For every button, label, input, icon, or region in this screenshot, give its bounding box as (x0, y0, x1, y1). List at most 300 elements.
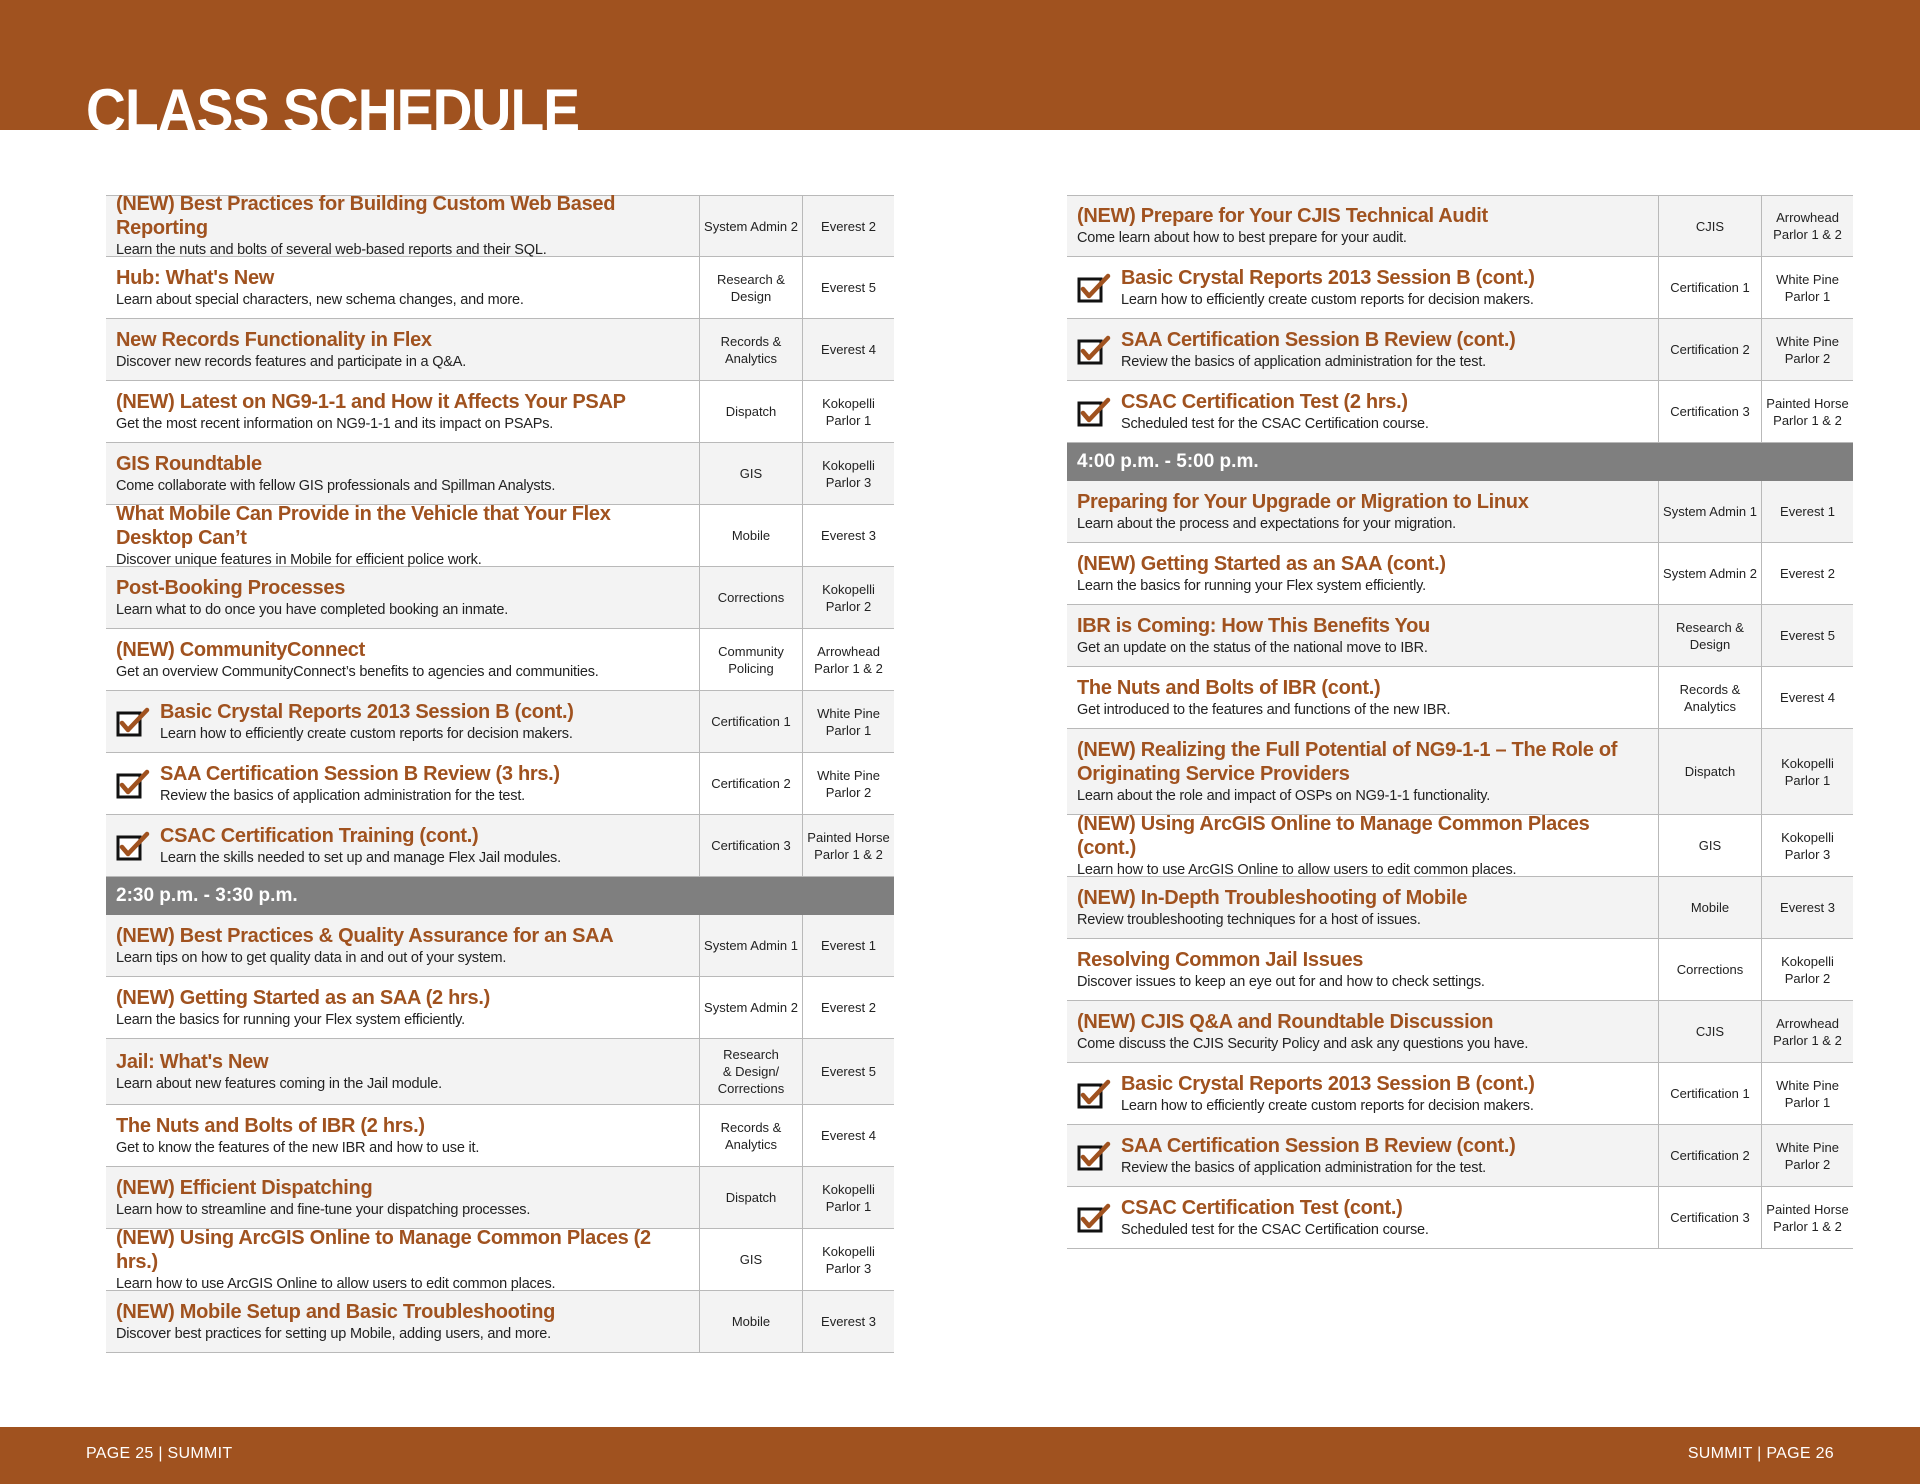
session-title-text: SAA Certification Session B Review (cont.) (1121, 328, 1516, 351)
session-track: Corrections (1658, 939, 1761, 1000)
session-room: Kokopelli Parlor 1 (802, 381, 894, 442)
session-track: System Admin 1 (699, 915, 802, 976)
session-description: Learn how to use ArcGIS Online to allow users to edit common places. (1077, 861, 1517, 878)
session-track: System Admin 2 (1658, 543, 1761, 604)
session-room: Everest 2 (1761, 543, 1853, 604)
session-title-text: CSAC Certification Test (2 hrs.) (1121, 390, 1408, 413)
session-title-text: Using ArcGIS Online to Manage Common Places (2 hrs.) (116, 1226, 651, 1273)
session-description: Learn the basics for running your Flex system efficiently. (116, 1011, 465, 1028)
session-description: Come discuss the CJIS Security Policy and ask any questions you have. (1077, 1035, 1529, 1052)
session-cell (106, 1291, 699, 1352)
new-tag: (NEW) (116, 390, 175, 413)
session-title (116, 1300, 555, 1324)
session-text (1121, 390, 1429, 434)
checkbox-checked-icon (1077, 1141, 1111, 1171)
session-track: Records & Analytics (1658, 667, 1761, 728)
session-text (1121, 1196, 1429, 1240)
session-title-text: SAA Certification Session B Review (cont.) (1121, 1134, 1516, 1157)
session-track: Corrections (699, 567, 802, 628)
session-cell (1067, 667, 1658, 728)
session-text (116, 266, 524, 310)
new-tag: (NEW) (116, 986, 175, 1009)
time-slot-header: 2:30 p.m. - 3:30 p.m. (106, 877, 894, 915)
session-text (116, 1176, 530, 1220)
session-text (116, 328, 466, 372)
session-title (116, 924, 613, 948)
session-title (1121, 266, 1535, 290)
session-room: White Pine Parlor 2 (1761, 1125, 1853, 1186)
session-track: System Admin 2 (699, 977, 802, 1038)
session-room: Painted Horse Parlor 1 & 2 (1761, 1187, 1853, 1248)
footer-right-page-number: SUMMIT | PAGE 26 (1687, 1445, 1834, 1462)
session-text (116, 1226, 691, 1294)
session-track: Dispatch (1658, 729, 1761, 814)
session-title (1121, 328, 1516, 352)
session-row (106, 915, 894, 977)
session-room: Arrowhead Parlor 1 & 2 (1761, 196, 1853, 256)
new-tag: (NEW) (1077, 552, 1136, 575)
session-room: Everest 1 (802, 915, 894, 976)
session-title-text: CJIS Q&A and Roundtable Discussion (1140, 1010, 1494, 1033)
session-title (116, 1114, 479, 1138)
session-title-text: Basic Crystal Reports 2013 Session B (cont.) (160, 700, 574, 723)
session-row (1067, 543, 1853, 605)
session-row (1067, 1187, 1853, 1249)
session-title (1121, 390, 1429, 414)
session-cell (106, 691, 699, 752)
session-track: Mobile (699, 1291, 802, 1352)
session-description: Review the basics of application administration for the test. (1121, 1159, 1486, 1176)
new-tag: (NEW) (1077, 1010, 1136, 1033)
checkbox-checked-icon (116, 769, 150, 799)
session-title (116, 1226, 691, 1274)
session-title (1077, 886, 1467, 910)
session-description: Learn how to streamline and fine-tune your dispatching processes. (116, 1201, 531, 1218)
session-description: Come learn about how to best prepare for your audit. (1077, 230, 1407, 246)
session-cell (1067, 939, 1658, 1000)
session-description: Learn how to efficiently create custom reports for decision makers. (160, 725, 573, 742)
session-title (160, 824, 561, 848)
session-cell (106, 257, 699, 318)
session-title-text: Resolving Common Jail Issues (1077, 948, 1364, 971)
session-description: Get an update on the status of the national move to IBR. (1077, 639, 1428, 656)
new-tag: (NEW) (116, 638, 175, 661)
session-description: Learn the nuts and bolts of several web-based reports and their SQL. (116, 242, 547, 258)
session-room: Kokopelli Parlor 3 (802, 1229, 894, 1290)
new-tag: (NEW) (116, 1300, 175, 1323)
session-description: Learn about special characters, new schema changes, and more. (116, 291, 524, 308)
session-description: Learn the skills needed to set up and manage Flex Jail modules. (160, 849, 561, 866)
session-title-text: Realizing the Full Potential of NG9-1-1 – The Role of Originating Service Providers (1077, 738, 1618, 785)
session-cell (106, 629, 699, 690)
session-row (1067, 381, 1853, 443)
session-row (1067, 605, 1853, 667)
session-title-text: SAA Certification Session B Review (3 hrs.) (160, 762, 560, 785)
session-track: Certification 3 (1658, 381, 1761, 442)
session-row (106, 815, 894, 877)
session-title-text: CSAC Certification Test (cont.) (1121, 1196, 1403, 1219)
session-track: Research & Design/ Corrections (699, 1039, 802, 1104)
checkbox-checked-icon (1077, 397, 1111, 427)
session-row (106, 319, 894, 381)
session-title (116, 390, 626, 414)
session-room: Everest 4 (1761, 667, 1853, 728)
checkbox-checked-icon (1077, 335, 1111, 365)
session-description: Learn tips on how to get quality data in and out of your system. (116, 949, 507, 966)
session-title-text: The Nuts and Bolts of IBR (2 hrs.) (116, 1114, 425, 1137)
session-title (116, 638, 599, 662)
session-track: CJIS (1658, 1001, 1761, 1062)
session-cell (1067, 1125, 1658, 1186)
session-text (1077, 676, 1450, 720)
session-description: Learn how to efficiently create custom reports for decision makers. (1121, 291, 1534, 308)
session-track: Certification 1 (1658, 1063, 1761, 1124)
session-description: Review the basics of application administration for the test. (1121, 353, 1486, 370)
footer-band (0, 1427, 1920, 1484)
session-row (106, 1291, 894, 1353)
session-description: Discover best practices for setting up Mobile, adding users, and more. (116, 1325, 551, 1342)
session-room: Arrowhead Parlor 1 & 2 (1761, 1001, 1853, 1062)
session-text (1121, 1134, 1516, 1178)
session-title (116, 1050, 442, 1074)
session-room: Everest 2 (802, 196, 894, 256)
session-description: Learn how to efficiently create custom reports for decision makers. (1121, 1097, 1534, 1114)
session-title-text: Basic Crystal Reports 2013 Session B (cont.) (1121, 1072, 1535, 1095)
session-row (106, 753, 894, 815)
session-row (106, 443, 894, 505)
session-track: Dispatch (699, 1167, 802, 1228)
session-row (1067, 667, 1853, 729)
session-text (116, 638, 599, 682)
session-row (106, 629, 894, 691)
session-row (1067, 319, 1853, 381)
session-text (116, 452, 555, 496)
session-row (1067, 1125, 1853, 1187)
checkbox-checked-icon (1077, 1203, 1111, 1233)
session-description: Scheduled test for the CSAC Certification course. (1121, 415, 1429, 432)
session-title (116, 328, 466, 352)
session-text (116, 1114, 479, 1158)
session-text (1077, 738, 1650, 806)
session-description: Discover new records features and participate in a Q&A. (116, 353, 467, 370)
session-title (1121, 1196, 1429, 1220)
session-title-text: Getting Started as an SAA (2 hrs.) (179, 986, 490, 1009)
session-row (106, 567, 894, 629)
new-tag: (NEW) (116, 193, 175, 215)
day-label: THURSDAY, SEPTEMBER 21 (75, 767, 96, 1023)
session-track: Dispatch (699, 381, 802, 442)
session-cell (106, 815, 699, 876)
session-cell (1067, 319, 1658, 380)
session-title-text: (NEW) In-Depth Troubleshooting of Mobile (1077, 886, 1468, 909)
session-description: Scheduled test for the CSAC Certification course. (1121, 1221, 1429, 1238)
session-cell (106, 1167, 699, 1228)
session-room: Painted Horse Parlor 1 & 2 (802, 815, 894, 876)
session-title-text: Using ArcGIS Online to Manage Common Places (cont.) (1077, 812, 1590, 859)
session-title-text: CSAC Certification Training (cont.) (160, 824, 479, 847)
session-room: Everest 3 (802, 1291, 894, 1352)
session-title-text: Best Practices & Quality Assurance for an SAA (179, 924, 614, 947)
session-cell (106, 443, 699, 504)
session-track: Records & Analytics (699, 319, 802, 380)
checkbox-checked-icon (1077, 273, 1111, 303)
session-text (1077, 490, 1529, 534)
session-row (106, 977, 894, 1039)
session-title-text: Basic Crystal Reports 2013 Session B (cont.) (1121, 266, 1535, 289)
session-room: Everest 5 (802, 1039, 894, 1104)
session-row (106, 502, 894, 568)
session-title (1121, 1072, 1535, 1096)
session-title (160, 762, 560, 786)
session-track: CJIS (1658, 196, 1761, 256)
session-room: Everest 3 (1761, 877, 1853, 938)
session-description: Get to know the features of the new IBR and how to use it. (116, 1139, 480, 1156)
session-room: Kokopelli Parlor 3 (1761, 815, 1853, 876)
session-text (160, 824, 561, 868)
session-description: Review troubleshooting techniques for a host of issues. (1077, 911, 1421, 928)
session-description: Learn about the process and expectations for your migration. (1077, 515, 1456, 532)
session-title (116, 576, 508, 600)
session-title (1077, 490, 1529, 514)
session-title-text: Preparing for Your Upgrade or Migration to Linux (1077, 490, 1529, 513)
session-room: Everest 4 (802, 1105, 894, 1166)
session-title (116, 452, 555, 476)
new-tag: (NEW) (116, 924, 175, 947)
page-title: CLASS SCHEDULE (86, 77, 580, 144)
session-room: White Pine Parlor 2 (802, 753, 894, 814)
session-title (116, 266, 524, 290)
session-room: Kokopelli Parlor 2 (1761, 939, 1853, 1000)
session-text (116, 1050, 442, 1094)
session-track: GIS (699, 443, 802, 504)
session-row (1067, 1063, 1853, 1125)
session-text (1077, 812, 1650, 880)
session-track: Research & Design (1658, 605, 1761, 666)
session-track: Certification 2 (699, 753, 802, 814)
session-room: Everest 1 (1761, 481, 1853, 542)
session-description: Learn the basics for running your Flex system efficiently. (1077, 577, 1426, 594)
new-tag: (NEW) (1077, 205, 1136, 227)
session-track: Records & Analytics (699, 1105, 802, 1166)
session-room: White Pine Parlor 1 (1761, 257, 1853, 318)
session-title (116, 502, 691, 550)
session-cell (1067, 481, 1658, 542)
session-title (1077, 676, 1450, 700)
session-row (1067, 939, 1853, 1001)
session-text (160, 700, 574, 744)
session-cell (106, 1105, 699, 1166)
session-title-text: What Mobile Can Provide in the Vehicle that Your Flex Desktop Can’t (116, 502, 611, 549)
session-title-text: The Nuts and Bolts of IBR (cont.) (1077, 676, 1381, 699)
session-row (106, 257, 894, 319)
time-slot-header: 4:00 p.m. - 5:00 p.m. (1067, 443, 1853, 481)
session-cell (1067, 1063, 1658, 1124)
session-row (106, 1226, 894, 1292)
session-title (1077, 738, 1650, 786)
session-row (1067, 481, 1853, 543)
session-text (1121, 328, 1516, 372)
session-cell (106, 567, 699, 628)
session-title-text: Getting Started as an SAA (cont.) (1140, 552, 1446, 575)
session-description: Get introduced to the features and functions of the new IBR. (1077, 701, 1451, 718)
session-room: White Pine Parlor 1 (802, 691, 894, 752)
session-title (116, 192, 691, 240)
session-row (106, 1105, 894, 1167)
session-row (106, 381, 894, 443)
session-cell (1067, 543, 1658, 604)
session-description: Discover issues to keep an eye out for and how to check settings. (1077, 973, 1485, 990)
session-row (1067, 877, 1853, 939)
session-text (1077, 1010, 1528, 1054)
session-row (1067, 195, 1853, 257)
session-cell (1067, 381, 1658, 442)
session-text (1077, 614, 1430, 658)
session-title (1077, 614, 1430, 638)
session-text (116, 502, 691, 570)
session-track: System Admin 1 (1658, 481, 1761, 542)
session-description: Get the most recent information on NG9-1-1 and its impact on PSAPs. (116, 415, 554, 432)
session-track: System Admin 2 (699, 196, 802, 256)
session-room: Painted Horse Parlor 1 & 2 (1761, 381, 1853, 442)
session-room: White Pine Parlor 1 (1761, 1063, 1853, 1124)
session-description: Get an overview CommunityConnect’s benefits to agencies and communities. (116, 663, 599, 680)
session-title-text: Jail: What's New (116, 1050, 269, 1073)
session-text (116, 924, 613, 968)
new-tag: (NEW) (1077, 738, 1136, 761)
session-track: Mobile (1658, 877, 1761, 938)
session-title (116, 1176, 530, 1200)
session-text (1121, 1072, 1535, 1116)
session-track: Research & Design (699, 257, 802, 318)
session-title-text: Mobile Setup and Basic Troubleshooting (179, 1300, 556, 1323)
session-room: Arrowhead Parlor 1 & 2 (802, 629, 894, 690)
session-room: Everest 4 (802, 319, 894, 380)
session-row (106, 1039, 894, 1105)
session-title-text: Latest on NG9-1-1 and How it Affects Your PSAP (179, 390, 626, 413)
new-tag: (NEW) (116, 1226, 175, 1249)
session-description: Review the basics of application administration for the test. (160, 787, 525, 804)
session-text (1077, 948, 1485, 992)
session-title (1077, 204, 1488, 228)
session-text (116, 1300, 555, 1344)
session-room: Everest 5 (1761, 605, 1853, 666)
checkbox-checked-icon (1077, 1079, 1111, 1109)
new-tag: (NEW) (1077, 812, 1136, 835)
session-cell (1067, 1001, 1658, 1062)
session-title (1077, 812, 1650, 860)
session-row (106, 1167, 894, 1229)
session-description: Learn about the role and impact of OSPs on NG9-1-1 functionality. (1077, 787, 1491, 804)
session-cell (1067, 1187, 1658, 1248)
session-title-text: CommunityConnect (179, 638, 365, 661)
session-row (1067, 257, 1853, 319)
session-room: Kokopelli Parlor 1 (1761, 729, 1853, 814)
session-track: Certification 2 (1658, 319, 1761, 380)
new-tag: (NEW) (116, 1176, 175, 1199)
session-row (106, 691, 894, 753)
left-rows (106, 195, 894, 1353)
session-cell (106, 381, 699, 442)
session-room: Everest 5 (802, 257, 894, 318)
session-track: Certification 3 (699, 815, 802, 876)
session-track: Community Policing (699, 629, 802, 690)
session-room: Kokopelli Parlor 3 (802, 443, 894, 504)
checkbox-checked-icon (116, 707, 150, 737)
session-description: Come collaborate with fellow GIS professionals and Spillman Analysts. (116, 477, 556, 494)
session-title (1077, 948, 1485, 972)
session-track: GIS (1658, 815, 1761, 876)
session-cell (1067, 257, 1658, 318)
session-text (1077, 552, 1446, 596)
session-title (1121, 1134, 1516, 1158)
session-cell (1067, 196, 1658, 256)
session-cell (106, 193, 699, 258)
session-track: Certification 2 (1658, 1125, 1761, 1186)
session-title (160, 700, 574, 724)
session-room: Kokopelli Parlor 2 (802, 567, 894, 628)
session-text (116, 390, 626, 434)
session-room: Everest 2 (802, 977, 894, 1038)
session-title-text: Hub: What's New (116, 266, 275, 289)
session-room: Kokopelli Parlor 1 (802, 1167, 894, 1228)
footer-left-page-number: PAGE 25 | SUMMIT (86, 1445, 233, 1462)
session-text (116, 576, 508, 620)
session-cell (1067, 605, 1658, 666)
session-title-text: New Records Functionality in Flex (116, 328, 432, 351)
session-title (1077, 552, 1446, 576)
session-track: Certification 1 (699, 691, 802, 752)
session-track: Certification 3 (1658, 1187, 1761, 1248)
session-text (1077, 886, 1467, 930)
session-description: Learn about new features coming in the Jail module. (116, 1075, 442, 1092)
session-title (1077, 1010, 1528, 1034)
right-rows (1067, 195, 1853, 1249)
session-description: Learn what to do once you have completed booking an inmate. (116, 601, 509, 618)
session-title-text: GIS Roundtable (116, 452, 262, 475)
session-cell (106, 319, 699, 380)
session-title-text: IBR is Coming: How This Benefits You (1077, 614, 1430, 637)
session-text (160, 762, 560, 806)
session-track: Certification 1 (1658, 257, 1761, 318)
session-cell (106, 977, 699, 1038)
session-track: Mobile (699, 505, 802, 566)
session-row (1067, 812, 1853, 878)
session-description: Learn how to use ArcGIS Online to allow users to edit common places. (116, 1275, 556, 1292)
session-text (1077, 204, 1488, 248)
session-cell (106, 1226, 699, 1292)
session-track: GIS (699, 1229, 802, 1290)
session-title-text: Prepare for Your CJIS Technical Audit (1140, 205, 1488, 227)
session-cell (106, 502, 699, 568)
session-room: White Pine Parlor 2 (1761, 319, 1853, 380)
session-cell (1067, 812, 1658, 878)
session-cell (106, 915, 699, 976)
session-text (116, 986, 490, 1030)
session-title-text: Efficient Dispatching (179, 1176, 373, 1199)
session-cell (106, 753, 699, 814)
session-room: Everest 3 (802, 505, 894, 566)
session-text (116, 192, 691, 260)
session-cell (106, 1039, 699, 1104)
session-title-text: Post-Booking Processes (116, 576, 346, 599)
session-description: Discover unique features in Mobile for efficient police work. (116, 551, 482, 568)
session-title-text: Best Practices for Building Custom Web Based Reporting (116, 193, 616, 239)
session-cell (1067, 877, 1658, 938)
session-title (116, 986, 490, 1010)
session-text (1121, 266, 1535, 310)
session-row (106, 195, 894, 257)
session-cell (1067, 729, 1658, 814)
